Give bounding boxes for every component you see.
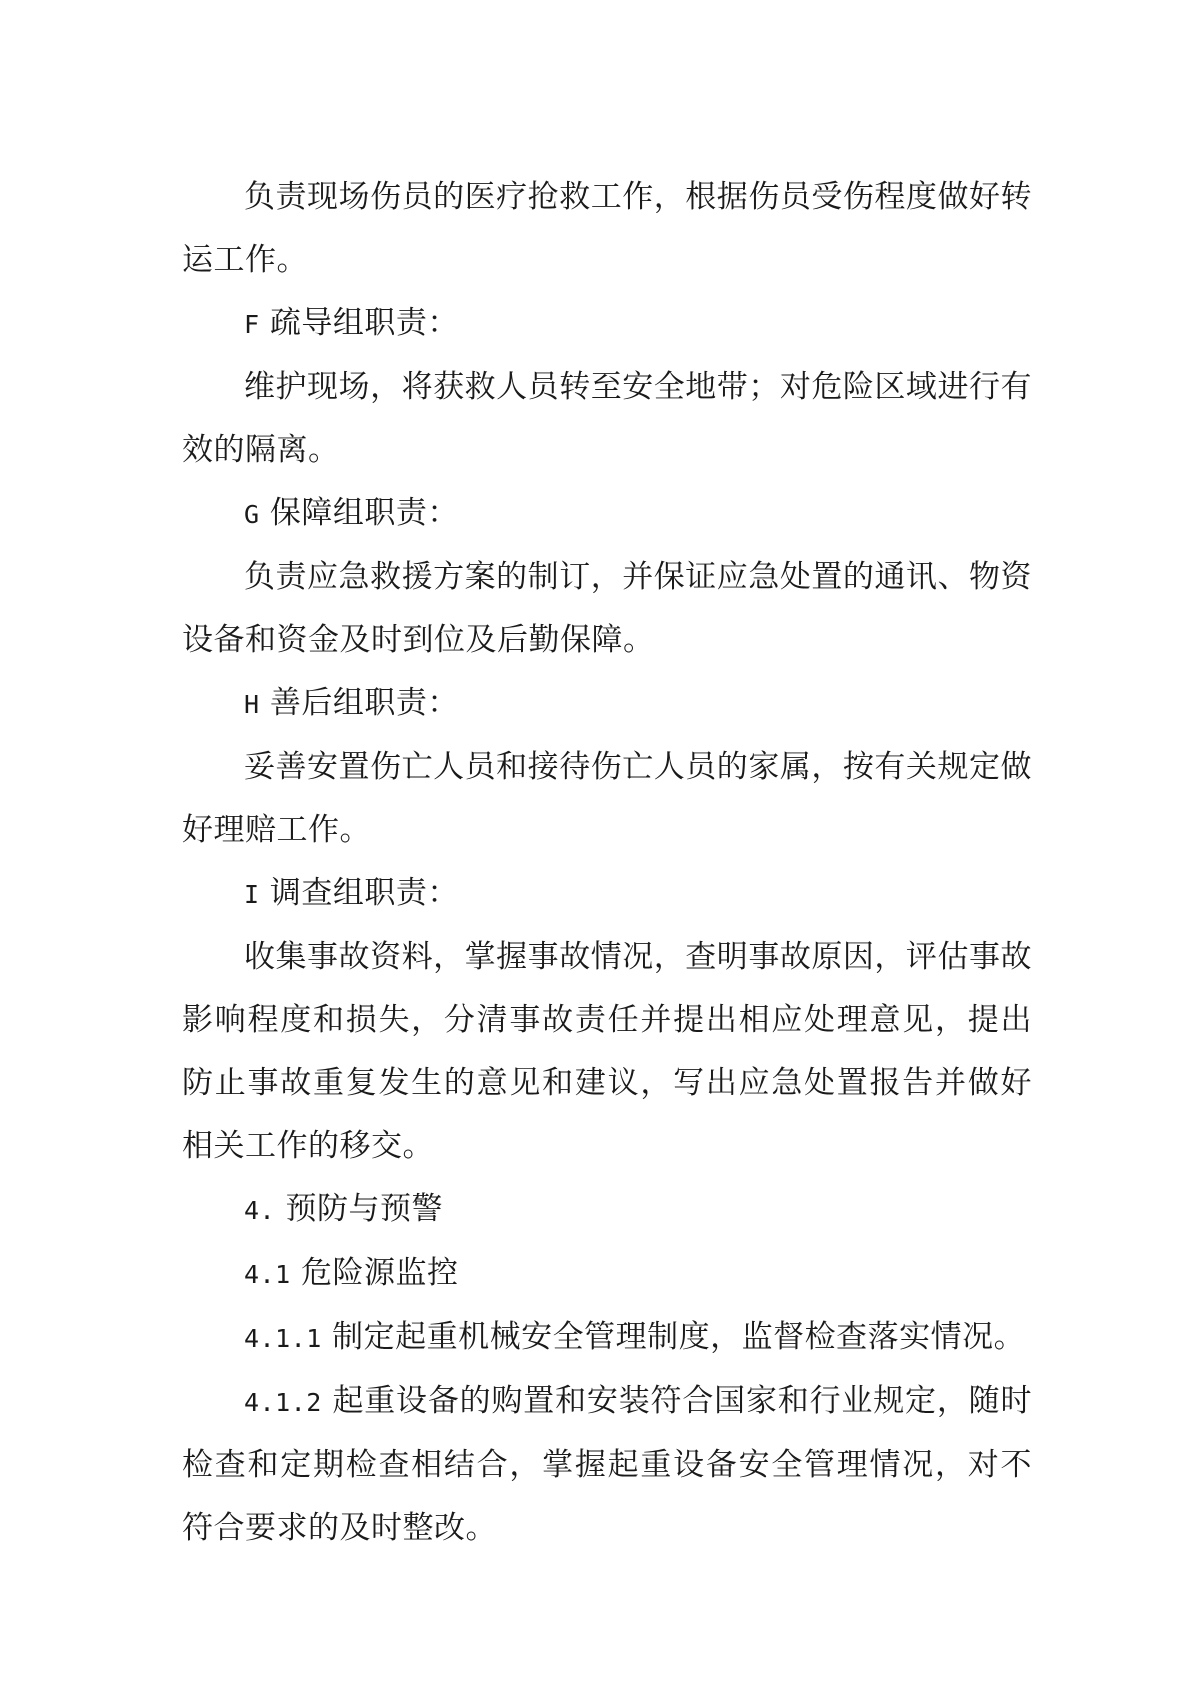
heading-prefix: I xyxy=(244,880,260,909)
document-page xyxy=(182,166,1032,1560)
section-title: 危险源监控 xyxy=(301,1255,459,1291)
heading-text: 调查组职责： xyxy=(269,875,459,911)
section-number: 4. xyxy=(244,1196,276,1225)
paragraph-support-duty: 负责应急救援方案的制订，并保证应急处置的通讯、物资设备和资金及时到位及后勤保障。 xyxy=(182,559,1032,658)
clause-number: 4.1.1 xyxy=(244,1324,322,1353)
heading-prefix: H xyxy=(244,690,260,719)
clause-number: 4.1.2 xyxy=(244,1388,322,1417)
clause-4-1-2 xyxy=(182,1370,1032,1560)
clause-4-1-1 xyxy=(182,1306,1032,1370)
heading-guidance-group xyxy=(182,292,1032,356)
heading-investigation-group xyxy=(182,862,1032,926)
section-heading-prevention xyxy=(182,1178,1032,1242)
paragraph-guidance-duty: 维护现场，将获救人员转至安全地带；对危险区域进行有效的隔离。 xyxy=(182,369,1032,468)
heading-support-group xyxy=(182,482,1032,546)
section-heading-hazard-monitoring xyxy=(182,1242,1032,1306)
paragraph-aftermath-duty: 妥善安置伤亡人员和接待伤亡人员的家属，按有关规定做好理赔工作。 xyxy=(182,749,1032,848)
paragraph-medical-duty: 负责现场伤员的医疗抢救工作，根据伤员受伤程度做好转运工作。 xyxy=(182,179,1032,278)
clause-text: 起重设备的购置和安装符合国家和行业规定，随时检查和定期检查相结合，掌握起重设备安全管理情况，对不符合要求的及时整改。 xyxy=(182,1383,1032,1546)
heading-text: 疏导组职责： xyxy=(269,305,459,341)
section-title: 预防与预警 xyxy=(285,1191,443,1227)
heading-text: 善后组职责： xyxy=(269,685,459,721)
heading-prefix: F xyxy=(244,310,260,339)
clause-text: 制定起重机械安全管理制度，监督检查落实情况。 xyxy=(332,1319,1026,1355)
heading-text: 保障组职责： xyxy=(269,495,459,531)
heading-aftermath-group xyxy=(182,672,1032,736)
paragraph-investigation-duty: 收集事故资料，掌握事故情况，查明事故原因，评估事故影响程度和损失，分清事故责任并提出相应处理意见，提出防止事故重复发生的意见和建议，写出应急处置报告并做好相关工作的移交。 xyxy=(182,939,1032,1164)
heading-prefix: G xyxy=(244,500,260,529)
section-number: 4.1 xyxy=(244,1260,291,1289)
